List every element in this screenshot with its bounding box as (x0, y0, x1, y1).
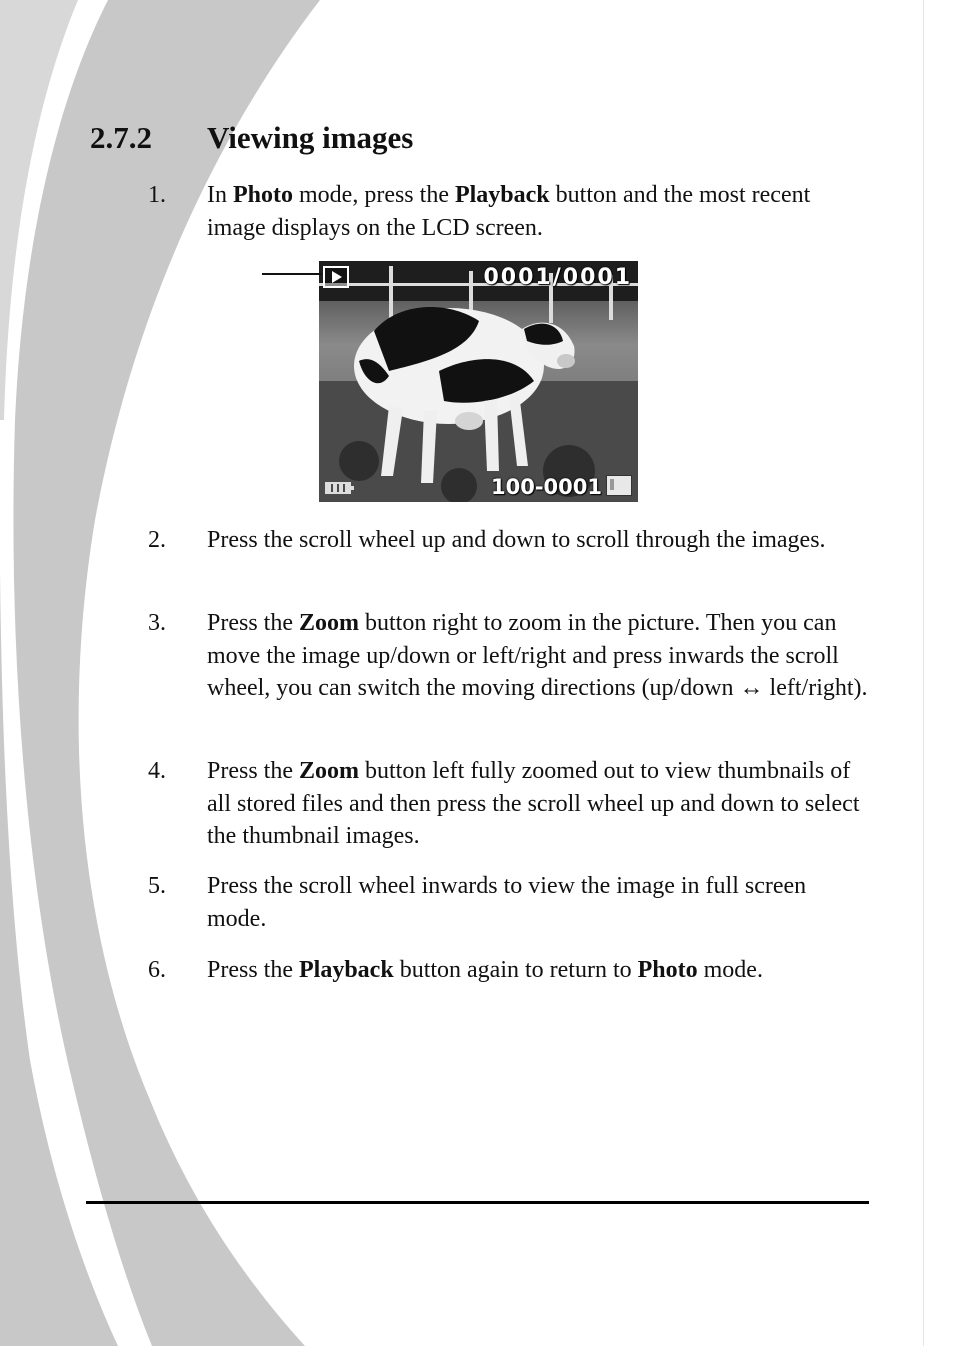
text-run: mode, press the (293, 182, 455, 208)
file-number: 100-0001 (491, 475, 602, 499)
text-run: mode. (697, 957, 763, 983)
text-run: Press the scroll wheel up and down to scroll through the images. (207, 527, 826, 553)
bold-term: Photo (233, 182, 293, 208)
memory-card-icon (606, 475, 632, 496)
page-edge-line (923, 0, 924, 1346)
text-run: Press the (207, 610, 299, 636)
step-text (207, 179, 868, 244)
step-text (207, 954, 868, 987)
section-title: Viewing images (207, 120, 414, 155)
callout-line (262, 273, 322, 275)
text-run: button right to zoom in the picture. Then you can move the image up/down or left/right and press inwards the scroll wheel, you can switch the moving directions (up/down ↔ left/right). (207, 610, 868, 701)
text-run: Press the (207, 957, 299, 983)
playback-mode-icon (323, 266, 349, 288)
step-number: 6. (148, 957, 166, 983)
bold-term: Playback (299, 957, 394, 983)
bold-term: Photo (637, 957, 698, 983)
footer-rule (86, 1201, 869, 1204)
step-text (207, 755, 868, 853)
text-run: button again to return to (393, 957, 638, 983)
text-run: Press the (207, 758, 299, 784)
bold-term: Zoom (299, 758, 359, 784)
text-run: button left fully zoomed out to view thumbnails of all stored files and then press the scroll wheel up and down to select the thumbnail images. (207, 758, 860, 849)
step-number: 3. (148, 610, 166, 636)
lcd-screen-image (319, 261, 638, 502)
section-heading (90, 118, 413, 158)
bold-term: Playback (454, 182, 550, 208)
step-text (207, 607, 868, 705)
step-number: 5. (148, 873, 166, 899)
text-run: In (207, 182, 233, 208)
step-number: 2. (148, 527, 166, 553)
bold-term: Zoom (299, 610, 359, 636)
section-number: 2.7.2 (90, 120, 152, 155)
image-counter: 0001/0001 (483, 265, 632, 290)
battery-icon (325, 482, 351, 494)
text-run: Press the scroll wheel inwards to view the image in full screen mode. (207, 873, 807, 932)
text-run: button and the most recent image displays on the LCD screen. (207, 182, 811, 241)
step-text (207, 524, 868, 557)
step-number: 4. (148, 758, 166, 784)
step-number: 1. (148, 182, 166, 208)
step-text (207, 870, 868, 935)
cow-photo (319, 261, 638, 502)
